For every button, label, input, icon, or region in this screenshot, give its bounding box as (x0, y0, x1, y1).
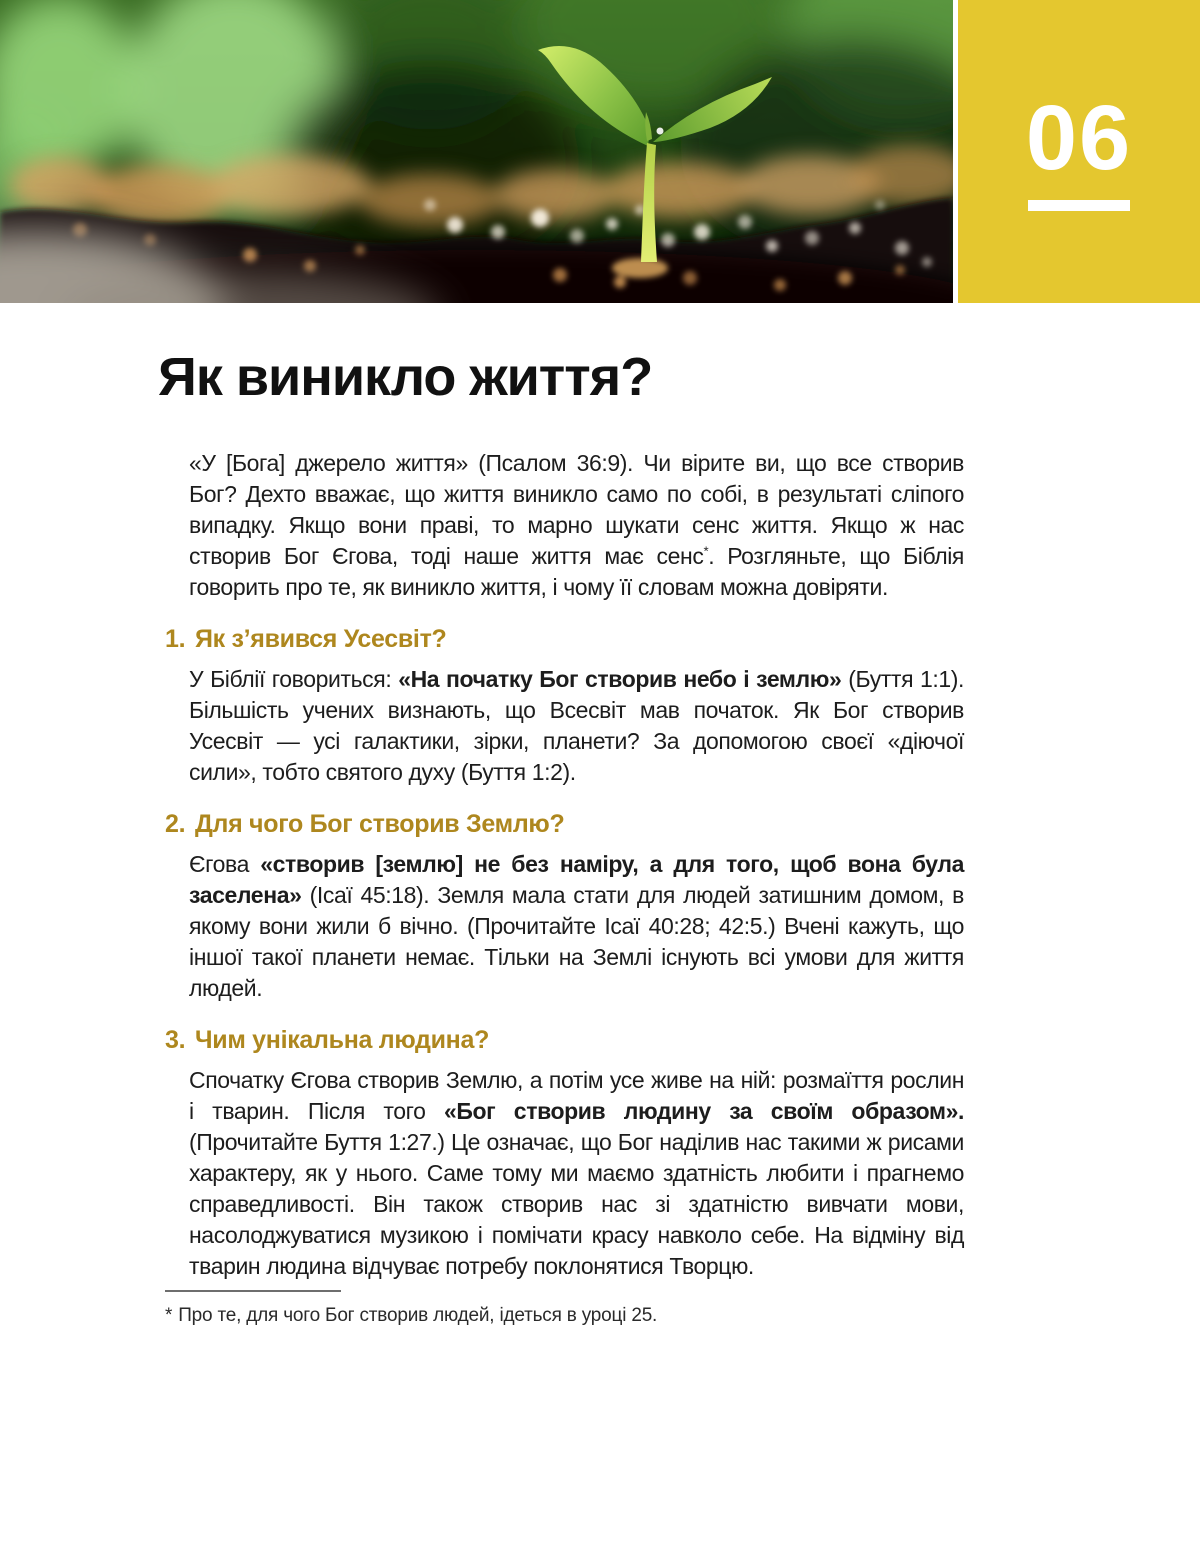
page-title: Як виникло життя? (158, 347, 653, 407)
section-3-heading (165, 1026, 964, 1055)
dew-drop (657, 128, 664, 135)
lesson-number: 06 (1025, 87, 1133, 189)
lesson-number-badge (958, 0, 1200, 303)
section-2-heading (165, 810, 964, 839)
footnote (165, 1304, 964, 1328)
section-3 (158, 1026, 964, 1282)
section-1-paragraph: У Біблії говориться: «На початку Бог створив небо і землю» (Буття 1:1). Більшість учених визнають, що Всесвіт мав початок. Як Бог створив Усесвіт — усі галактики, зірки, планети? За допомогою своєї «діючої сили», тобто святого духу (Буття 1:2). (189, 666, 965, 785)
lesson-content (158, 347, 965, 1328)
section-1-number: 1. (165, 625, 186, 653)
intro-paragraph: «У [Бога] джерело життя» (Псалом 36:9). Чи вірите ви, що все створив Бог? Дехто вважає, що життя виникло само по собі, в результаті сліпого випадку. Якщо вони праві, то марно шукати сенс життя. Якщо ж нас створив Бог Єгова, тоді наше життя має сенс*. Розгляньте, що Біблія говорить про те, як виникло життя, і чому її словам можна довіряти. (189, 450, 964, 600)
footnote-text: Про те, для чого Бог створив людей, ідеться в уроці 25. (178, 1305, 658, 1326)
section-2-paragraph: Єгова «створив [землю] не без наміру, а для того, щоб вона була заселена» (Ісаї 45:18). Земля мала стати для людей затишним домом, в якому вони жили б вічно. (Прочитайте Ісаї 40:28; 42:5.) Вчені кажуть, що іншої такої планети немає. Тільки на Землі існують всі умови для життя людей. (189, 851, 964, 1001)
footnote-divider (165, 1290, 341, 1292)
section-2-number: 2. (165, 810, 186, 838)
lesson-number-underline (1028, 200, 1130, 211)
header-photo-seedling (0, 0, 953, 303)
section-3-number: 3. (165, 1026, 186, 1054)
section-1-heading (165, 625, 964, 654)
section-1-heading-text: Як з’явився Усесвіт? (195, 625, 447, 653)
section-1 (158, 625, 964, 788)
seedling-illustration (0, 0, 953, 303)
section-2-heading-text: Для чого Бог створив Землю? (195, 810, 565, 838)
page-header (0, 0, 1200, 303)
section-2 (158, 810, 964, 1004)
section-3-paragraph: Спочатку Єгова створив Землю, а потім усе живе на ній: розмаїття рослин і тварин. Після того «Бог створив людину за своїм образом». (Прочитайте Буття 1:27.) Це означає, що Бог наділив нас такими ж рисами характеру, як у нього. Саме тому ми маємо здатність любити і прагнемо справедливості. Він також створив нас зі здатністю вивчати мови, насолоджуватися музикою і помічати красу навколо себе. На відміну від тварин людина відчуває потребу поклонятися Творцю. (189, 1067, 965, 1279)
footnote-marker: * (165, 1305, 173, 1326)
section-3-heading-text: Чим унікальна людина? (195, 1026, 490, 1054)
